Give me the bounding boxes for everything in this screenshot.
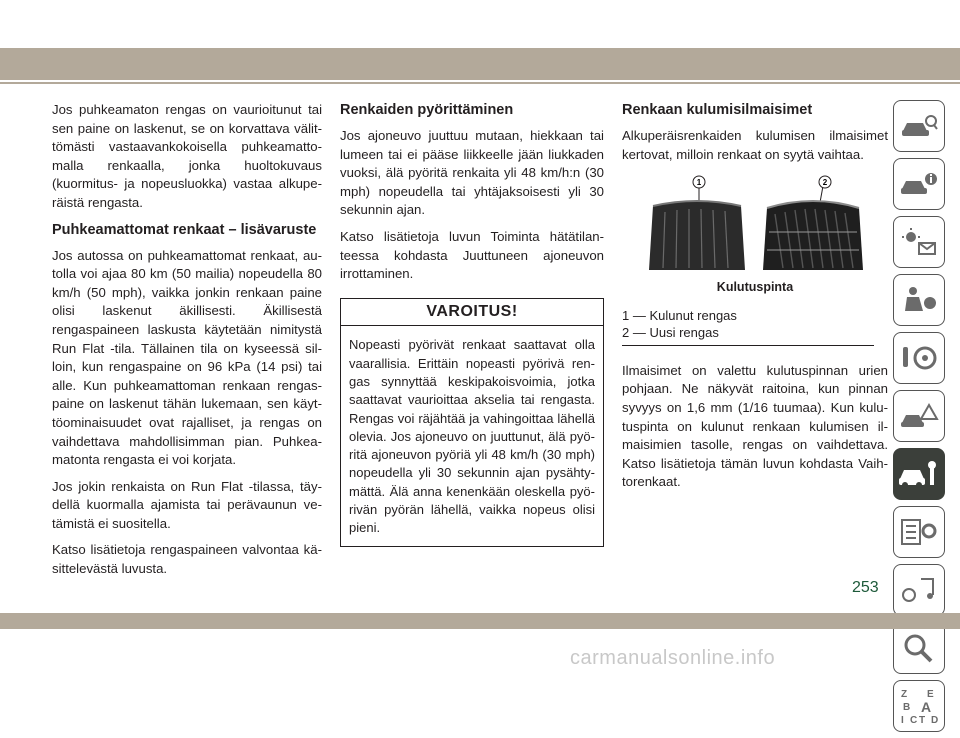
tab-specifications[interactable] [893,506,945,558]
multimedia-icon [899,575,939,605]
tab-multimedia[interactable] [893,564,945,616]
tab-car-search[interactable] [893,100,945,152]
paragraph: Jos autossa on puhkeamattomat renkaat, au-tolla voi ajaa 80 km (50 mailia) nopeudella 80 km/h (50 mph), vaikka jonkin renkaan paine olisi laskenut äkillisesti. Äkillisestä rengaspaineen laskusta käytetään nimitystä Run Flat -tila. Tällainen tila on kyseessä sil-loin, kun rengaspaine on 96 kPa (14 psi) tai alle. Kun puhkeamattoman renkaan rengas-paine on laskenut tähän lukemaan, sen käyt-töominaisuudet ovat rajalliset, ja rengas on vaihdettava mahdollisimman pian. Puhkea-matonta rengasta ei voi korjata. [52,247,322,468]
column-middle [340,101,604,547]
new-tire-image [759,172,867,272]
callout-1: 1 [696,178,702,188]
top-rule [0,82,960,84]
tab-emergency[interactable] [893,390,945,442]
paragraph: Katso lisätietoja rengaspaineen valvontaa kä-sittelevästä luvusta. [52,542,322,577]
paragraph: Jos jokin renkaista on Run Flat -tilassa, täy-dellä kuormalla ajamista tai perävaunun ve-tämistä ei suositella. [52,478,322,531]
car-info-icon [899,169,939,199]
svg-text:I: I [901,715,904,726]
svg-text:Z: Z [901,689,908,700]
paragraph: Katso lisätietoja luvun Toiminta hätätilan-teessa kohdasta Juuttuneen ajoneuvon irrottaminen. [340,228,604,282]
svg-text:E: E [927,689,934,700]
car-search-icon [899,111,939,141]
section-heading: Renkaiden pyörittäminen [340,102,514,118]
chapter-tabs [893,100,945,738]
section-heading: Puhkeamattomat renkaat – lisävaruste [52,221,317,238]
svg-text:A: A [921,699,932,715]
car-service-icon [898,459,940,489]
svg-text:D: D [931,715,939,726]
svg-text:C: C [910,715,918,726]
specifications-icon [899,517,939,547]
paragraph: Ilmaisimet on valettu kulutuspinnan urien pohjaan. Ne näkyvät raitoina, kun pinnan syvyys on 1,6 mm (1/16 tuumaa). Kun kulu-tuspinta on kulunut renkaan kulumisen il-maisimien tasolle, rengas on vaihdettava. Katso lisätietoja tämän luvun kohdasta Vaih-torenkaat. [622,362,888,490]
tab-car-info[interactable] [893,158,945,210]
tab-driving[interactable] [893,332,945,384]
section-heading: Renkaan kulumisilmaisimet [622,102,813,118]
paragraph: Jos puhkeamaton rengas on vaurioitunut tai sen paine on laskenut, se on korvattava välit-tömästi vastaavankokoisella puhkeamatto-malla renkaalla, jonka huoltokuvaus (kuormitus- ja nopeusluokka) vastaa alkupe-räistä rengasta. [52,102,322,210]
warning-lights-icon [899,227,939,257]
legend-item: 2 — Uusi rengas [622,324,719,340]
warning-box [340,298,604,547]
index-search-icon [899,633,939,663]
svg-text:B: B [903,702,911,713]
legend-item: 1 — Kulunut rengas [622,307,737,323]
paragraph: Jos ajoneuvo juuttuu mutaan, hiekkaan tai lumeen tai ei pääse liikkeelle jään liukkaden vuoksi, älä pyöritä renkaita yli 48 km/h:n (30 mph) nopeudella tai yhtäjaksoisesti yli 30 sekunnin ajan. [340,128,604,218]
svg-text:T: T [919,715,926,726]
column-left [52,101,322,587]
figure-caption: Kulutuspinta [716,280,794,295]
callout-2: 2 [822,178,828,188]
figure-legend [622,307,874,346]
bottom-band [0,613,960,629]
page-number: 253 [852,579,879,596]
alphabet-index-icon [897,686,941,726]
tab-index-search[interactable] [893,622,945,674]
steering-wheel-icon [899,343,939,373]
worn-tire-image [643,172,751,272]
tire-figure [622,172,888,297]
hazard-car-icon [899,401,939,431]
column-right [622,101,888,500]
paragraph: Alkuperäisrenkaiden kulumisen ilmaisimet kertovat, milloin renkaat on syytä vaihtaa. [622,128,888,162]
warning-title: VAROITUS! [341,299,603,327]
top-band [0,48,960,80]
watermark: carmanualsonline.info [570,647,776,669]
warning-text: Nopeasti pyörivät renkaat saattavat olla vaarallisia. Erittäin nopeasti pyörivä ren-gas synnyttää keskipakoisvoimia, jotka saattavat vaurioittaa akselia tai rengasta. Rengas voi räjähtää ja vahingoittaa lähellä olevia. Jos ajoneuvo on juuttunut, älä pyö-ritä ajoneuvon pyöriä yli 48 km/h (30 mph) nopeudella yli 30 sekunnin ajan pysähty-mättä. Älä anna kenenkään oleskella pyö-rivän pyörän lähellä, vaikka nopeus olisi pieni. [349,337,595,536]
safety-airbag-icon [899,285,939,315]
tab-safety[interactable] [893,274,945,326]
tab-service[interactable] [893,448,945,500]
tab-alphabet-index[interactable] [893,680,945,732]
tab-warning-lights[interactable] [893,216,945,268]
